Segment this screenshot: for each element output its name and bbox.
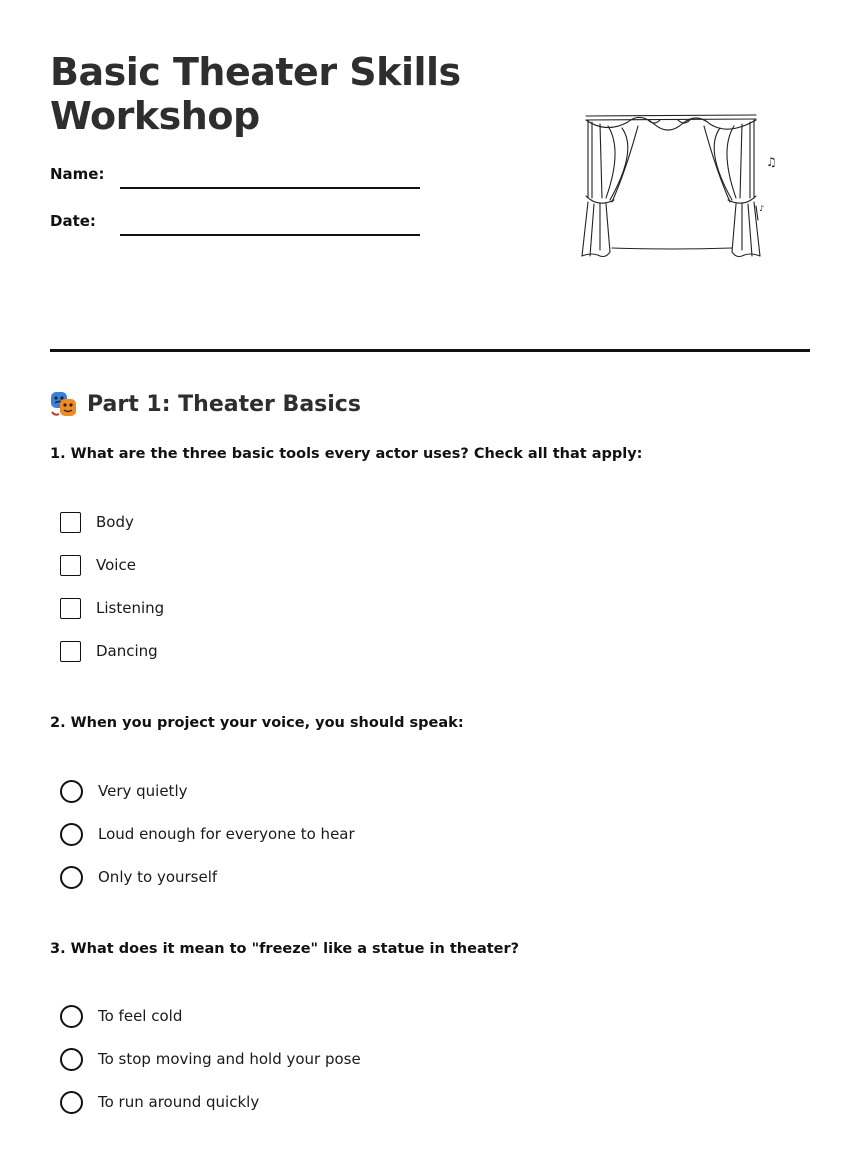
date-label: Date: — [50, 212, 96, 230]
option-label: To feel cold — [98, 1007, 183, 1025]
header-divider — [50, 349, 810, 352]
checkbox[interactable] — [60, 555, 81, 576]
checkbox-option-voice[interactable] — [60, 553, 136, 577]
option-label: Body — [96, 513, 134, 531]
question-2: 2. When you project your voice, you should speak: — [50, 715, 464, 731]
title-line-1: Basic Theater Skills — [50, 50, 461, 94]
radio-button[interactable] — [60, 1091, 83, 1114]
option-label: Only to yourself — [98, 868, 218, 886]
checkbox[interactable] — [60, 598, 81, 619]
question-1: 1. What are the three basic tools every actor uses? Check all that apply: — [50, 446, 643, 462]
radio-button[interactable] — [60, 1005, 83, 1028]
date-input-line[interactable] — [120, 234, 420, 236]
checkbox-option-listening[interactable] — [60, 596, 164, 620]
section-heading — [50, 390, 361, 418]
radio-option-stop-moving[interactable] — [60, 1047, 361, 1071]
radio-option-very-quietly[interactable] — [60, 779, 188, 803]
option-label: Dancing — [96, 642, 158, 660]
svg-text:♪: ♪ — [759, 204, 765, 213]
radio-button[interactable] — [60, 823, 83, 846]
checkbox-option-body[interactable] — [60, 510, 134, 534]
section-title: Part 1: Theater Basics — [87, 391, 361, 417]
radio-button[interactable] — [60, 866, 83, 889]
checkbox[interactable] — [60, 641, 81, 662]
radio-option-to-feel-cold[interactable] — [60, 1004, 182, 1028]
svg-text:♫: ♫ — [766, 155, 777, 169]
name-label: Name: — [50, 165, 105, 183]
title-line-2: Workshop — [50, 94, 260, 138]
option-label: Loud enough for everyone to hear — [98, 825, 355, 843]
option-label: To run around quickly — [98, 1093, 260, 1111]
stage-curtain-icon — [578, 110, 783, 260]
checkbox[interactable] — [60, 512, 81, 533]
option-label: Listening — [96, 599, 165, 617]
radio-option-only-to-yourself[interactable] — [60, 865, 217, 889]
radio-option-run-around[interactable] — [60, 1090, 259, 1114]
question-3: 3. What does it mean to "freeze" like a statue in theater? — [50, 941, 520, 957]
checkbox-option-dancing[interactable] — [60, 639, 158, 663]
radio-button[interactable] — [60, 1048, 83, 1071]
performing-arts-icon — [50, 390, 78, 418]
radio-option-loud-enough[interactable] — [60, 822, 355, 846]
page-title — [50, 50, 461, 138]
option-label: Very quietly — [98, 782, 188, 800]
name-input-line[interactable] — [120, 187, 420, 189]
option-label: To stop moving and hold your pose — [98, 1050, 361, 1068]
radio-button[interactable] — [60, 780, 83, 803]
option-label: Voice — [96, 556, 136, 574]
